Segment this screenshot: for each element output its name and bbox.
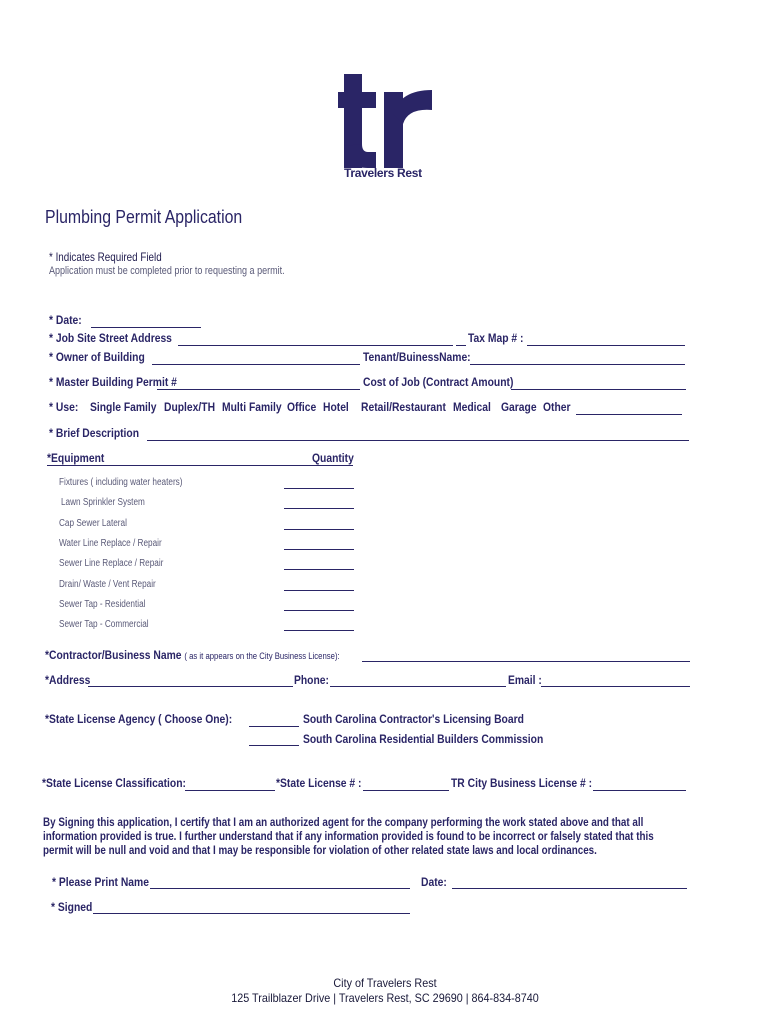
certification-line-1: By Signing this application, I certify that I am an authorized agent for the company performing the work stated above and that all [43,815,644,829]
equipment-header-rule [47,465,353,466]
use-option-garage[interactable]: Garage [501,400,537,414]
address-field[interactable] [88,686,293,687]
phone-field[interactable] [330,686,506,687]
signed-label: * Signed [51,900,93,914]
tr-license-field[interactable] [593,790,686,791]
tenant-field[interactable] [470,364,685,365]
license-agency-label: *State License Agency ( Choose One): [45,712,233,726]
equipment-item-label: Sewer Tap - Commercial [59,619,149,630]
license-number-field[interactable] [363,790,449,791]
intro-text: Application must be completed prior to requesting a permit. [49,265,285,277]
required-note: * Indicates Required Field [49,250,162,264]
use-option-other[interactable]: Other [543,400,571,414]
agency-2-choice[interactable] [249,745,299,746]
master-permit-label: * Master Building Permit # [49,375,177,389]
tenant-label: Tenant/BuinessName: [363,350,471,364]
agency-2-label: South Carolina Residential Builders Commission [303,732,544,746]
master-permit-field[interactable] [157,389,360,390]
contractor-name-note: ( as it appears on the City Business License): [184,651,340,661]
owner-label: * Owner of Building [49,350,145,364]
print-name-field[interactable] [150,888,410,889]
use-option-single-family[interactable]: Single Family [90,400,157,414]
equipment-quantity-field[interactable] [284,630,354,631]
job-site-field[interactable] [178,345,453,346]
equipment-quantity-field[interactable] [284,610,354,611]
contractor-name-field[interactable] [362,661,690,662]
certification-line-2: information provided is true. I further understand that if any information provided is found to be incorrect or falsely stated that this [43,829,654,843]
equipment-item-label: Sewer Tap - Residential [59,599,146,610]
use-label: * Use: [49,400,79,414]
brief-label: * Brief Description [49,426,140,440]
tax-map-field[interactable] [527,345,685,346]
print-name-label: * Please Print Name [52,875,149,889]
use-option-duplex[interactable]: Duplex/TH [164,400,216,414]
page-title: Plumbing Permit Application [45,207,243,227]
logo [338,66,438,186]
footer-city: City of Travelers Rest [333,976,437,990]
equipment-item-label: Cap Sewer Lateral [59,518,127,529]
license-class-field[interactable] [185,790,275,791]
equipment-item-label: Fixtures ( including water heaters) [59,477,183,488]
equipment-quantity-field[interactable] [284,590,354,591]
job-site-label: * Job Site Street Address [49,331,172,345]
footer-address: 125 Trailblazer Drive | Travelers Rest, SC 29690 | 864-834-8740 [231,991,539,1005]
cost-field[interactable] [511,389,686,390]
email-label: Email : [508,673,542,687]
use-other-field[interactable] [576,414,682,415]
equipment-quantity-field[interactable] [284,549,354,550]
use-option-hotel[interactable]: Hotel [323,400,349,414]
signed-field[interactable] [93,913,410,914]
address-label: *Address [45,673,91,687]
equipment-header: *Equipment [47,451,105,465]
tax-map-label: Tax Map # : [468,331,524,345]
license-class-label: *State License Classification: [42,776,186,790]
contractor-name-text: *Contractor/Business Name [45,648,182,662]
use-option-office[interactable]: Office [287,400,317,414]
tax-map-dash [456,345,466,346]
owner-field[interactable] [152,364,360,365]
certification-line-3: permit will be null and void and that I may be responsible for violation of other related state laws and local ordinances. [43,843,597,857]
equipment-item-label: Drain/ Waste / Vent Repair [59,579,156,590]
use-option-medical[interactable]: Medical [453,400,491,414]
equipment-quantity-field[interactable] [284,569,354,570]
use-option-multi-family[interactable]: Multi Family [222,400,282,414]
quantity-header: Quantity [312,451,354,465]
email-field[interactable] [541,686,690,687]
tr-logo-mark [338,66,438,170]
agency-1-choice[interactable] [249,726,299,727]
agency-1-label: South Carolina Contractor's Licensing Board [303,712,524,726]
logo-name: Travelers Rest [344,166,422,180]
equipment-item-label: Lawn Sprinkler System [61,497,145,508]
equipment-quantity-field[interactable] [284,488,354,489]
cost-label: Cost of Job (Contract Amount) [363,375,514,389]
brief-field[interactable] [147,440,689,441]
date-label: * Date: [49,313,82,327]
equipment-item-label: Sewer Line Replace / Repair [59,558,164,569]
equipment-quantity-field[interactable] [284,529,354,530]
license-number-label: *State License # : [276,776,362,790]
tr-license-label: TR City Business License # : [451,776,593,790]
signature-date-label: Date: [421,875,447,889]
equipment-item-label: Water Line Replace / Repair [59,538,162,549]
contractor-name-label [45,648,340,662]
use-option-retail[interactable]: Retail/Restaurant [361,400,446,414]
date-field[interactable] [91,327,201,328]
phone-label: Phone: [294,673,329,687]
signature-date-field[interactable] [452,888,687,889]
equipment-quantity-field[interactable] [284,508,354,509]
